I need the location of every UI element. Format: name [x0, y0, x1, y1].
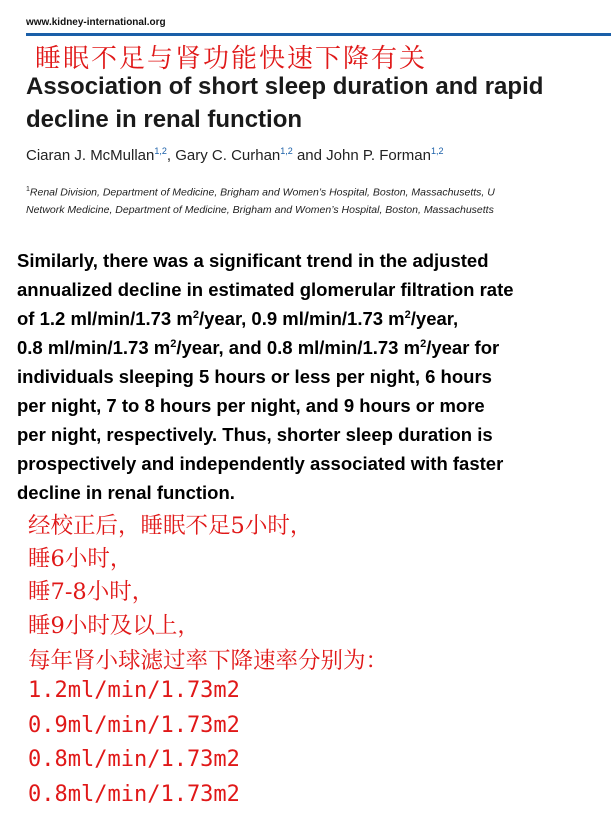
annotation-title: 睡眠不足与肾功能快速下降有关 [35, 44, 428, 74]
annotation-note-line: 睡9小时及以上， [28, 613, 200, 639]
paragraph-line [17, 333, 514, 362]
text-run: 0.8 ml/min/1.73 m [17, 337, 171, 358]
paragraph-line: prospectively and independently associated with faster [17, 453, 504, 474]
annotation-value-line: 0.8ml/min/1.73m2 [28, 747, 240, 772]
text-run: /year, [410, 308, 459, 329]
text-run: /year for [426, 337, 500, 358]
journal-url[interactable]: www.kidney-international.org [26, 17, 166, 28]
paragraph-line [17, 304, 514, 333]
author-name: and John P. Forman [292, 147, 431, 164]
superscript: 2 [404, 308, 411, 321]
article-title [26, 70, 543, 136]
author-affiliation-mark[interactable]: 1,2 [280, 146, 293, 156]
paragraph-line: decline in renal function. [17, 482, 235, 503]
superscript: 2 [420, 337, 427, 350]
affiliation-text: Renal Division, Department of Medicine, Brigham and Women’s Hospital, Boston, Massachusetts, U [29, 186, 495, 199]
excerpt-paragraph [17, 246, 514, 507]
article-title-line-2: decline in renal function [26, 106, 303, 133]
paragraph-line: per night, 7 to 8 hours per night, and 9 hours or more [17, 395, 485, 416]
affiliations [26, 181, 495, 219]
superscript: 2 [192, 308, 199, 321]
text-run: of 1.2 ml/min/1.73 m [17, 308, 193, 329]
author-list [26, 146, 443, 164]
affiliation-number: 1 [26, 186, 30, 193]
annotation-note-line: 每年肾小球滤过率下降速率分别为： [28, 648, 389, 674]
text-run: /year, 0.9 ml/min/1.73 m [198, 308, 405, 329]
author-name: Ciaran J. McMullan [26, 147, 155, 164]
annotation-value-line: 0.8ml/min/1.73m2 [28, 782, 240, 807]
paragraph-line: per night, respectively. Thus, shorter sleep duration is [17, 424, 493, 445]
affiliation-line [26, 181, 495, 202]
text-run: /year, and 0.8 ml/min/1.73 m [176, 337, 421, 358]
author-affiliation-mark[interactable]: 1,2 [430, 146, 444, 156]
annotation-note-line: 睡6小时， [28, 546, 133, 572]
affiliation-line: Network Medicine, Department of Medicine, Brigham and Women’s Hospital, Boston, Massachusetts [26, 203, 494, 216]
author-affiliation-mark[interactable]: 1,2 [154, 146, 167, 156]
paragraph-line: individuals sleeping 5 hours or less per night, 6 hours [17, 366, 492, 387]
annotation-note-line: 经校正后，睡眠不足5小时， [28, 513, 313, 539]
annotation-note-line: 睡7-8小时， [28, 579, 155, 605]
article-title-line-1: Association of short sleep duration and rapid [26, 73, 544, 100]
annotation-value-line: 1.2ml/min/1.73m2 [28, 678, 240, 703]
superscript: 2 [170, 337, 177, 350]
paragraph-line: Similarly, there was a significant trend in the adjusted [17, 250, 489, 271]
header-rule [26, 33, 611, 36]
author-name: , Gary C. Curhan [166, 147, 281, 164]
annotation-value-line: 0.9ml/min/1.73m2 [28, 713, 240, 738]
paragraph-line: annualized decline in estimated glomerular filtration rate [17, 279, 514, 300]
